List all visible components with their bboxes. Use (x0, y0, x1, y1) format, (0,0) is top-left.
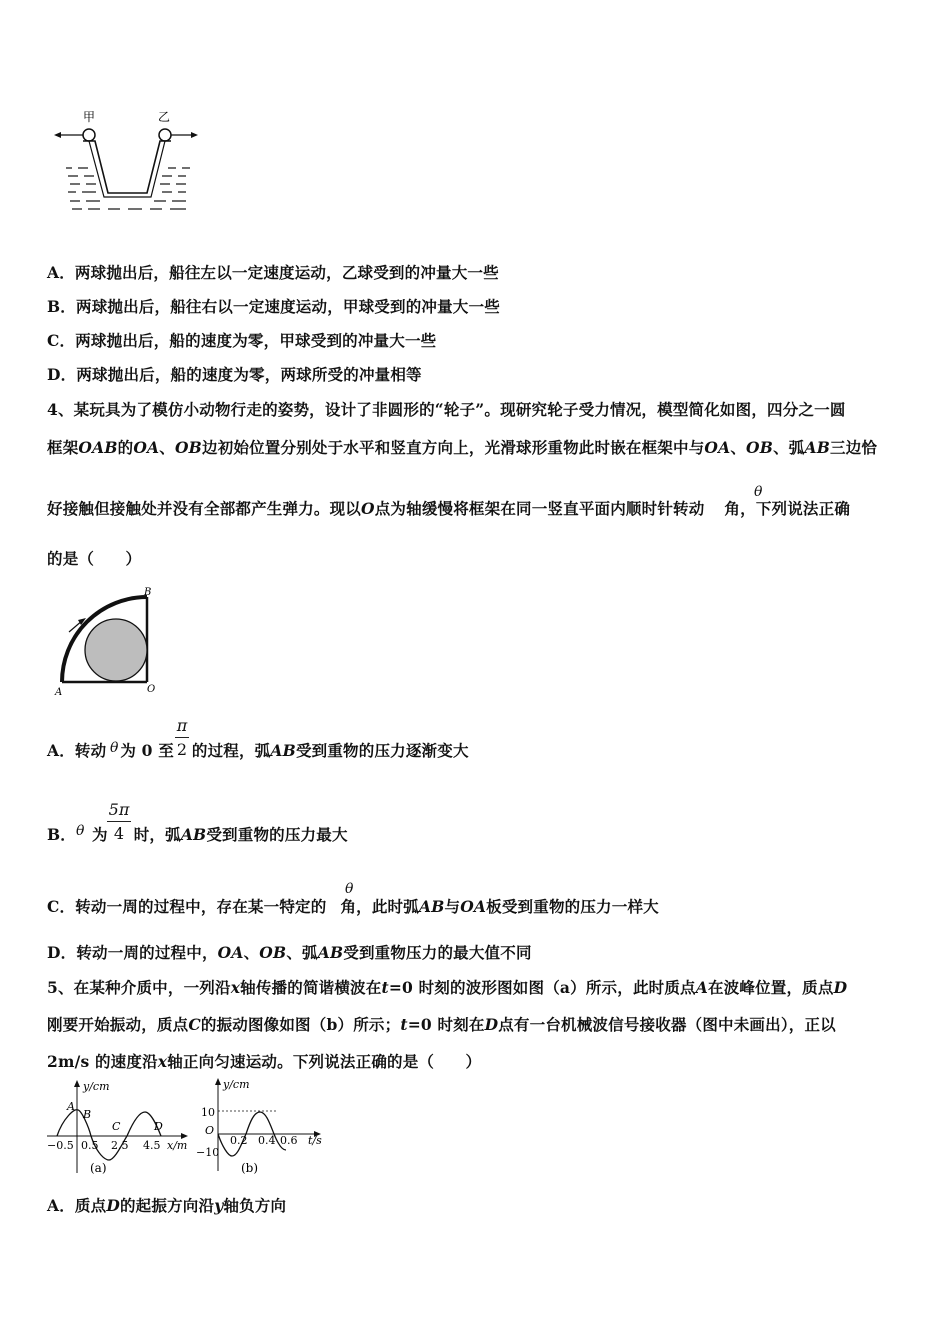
q4-c-theta: θ (345, 881, 354, 897)
ball-yi (159, 129, 171, 141)
fig-a-point-c: C (112, 1120, 121, 1133)
water-lines (66, 168, 190, 209)
label-b: B (144, 587, 152, 598)
fig-a-point-d: D (154, 1120, 163, 1133)
fig-b-origin: O (205, 1124, 215, 1137)
fig-a-y-arrow (74, 1080, 80, 1087)
q4-option-c: C．转动一周的过程中，存在某一特定的 角，此时弧AB与OA板受到重物的压力一样大 (47, 897, 659, 916)
fig-a-tick-3: 2.5 (111, 1139, 129, 1152)
q3-option-d: D．两球抛出后，船的速度为零，两球所受的冲量相等 (47, 365, 422, 384)
wave-figure-a (45, 1078, 195, 1178)
q4-a-theta: θ (110, 740, 119, 756)
arrow-right-head (191, 132, 198, 138)
fig-a-tick-2: 0.5 (81, 1139, 99, 1152)
q4-theta-symbol: θ (754, 484, 763, 500)
q4-a-fraction: π 2 (176, 716, 188, 759)
fig-a-xlabel: x/m (167, 1139, 188, 1152)
fig-a-wave (57, 1110, 161, 1160)
fig-a-caption: (a) (90, 1161, 107, 1175)
fig-a-ylabel: y/cm (83, 1080, 110, 1093)
fig-b-tick-2: 0.4 (258, 1134, 276, 1147)
q3-option-a: A．两球抛出后，船往左以一定速度运动，乙球受到的冲量大一些 (47, 263, 499, 282)
fig-b-ylabel: y/cm (223, 1078, 250, 1091)
q3-option-b: B．两球抛出后，船往右以一定速度运动，甲球受到的冲量大一些 (47, 297, 500, 316)
boat-figure (50, 105, 210, 220)
wave-figure-b (196, 1076, 331, 1176)
label-o: O (147, 684, 156, 695)
fig-b-y-arrow (215, 1078, 221, 1085)
q5-stem-line1: 5、在某种介质中，一列沿x轴传播的简谐横波在t=0 时刻的波形图如图（a）所示，此时质点A在波峰位置，质点D (47, 978, 848, 997)
label-jia: 甲 (83, 110, 96, 124)
label-yi: 乙 (158, 110, 171, 124)
q4-stem-line2: 框架OAB的OA、OB边初始位置分别处于水平和竖直方向上，光滑球形重物此时嵌在框架中与OA、OB、弧AB三边恰 (47, 438, 878, 457)
fig-b-y-top: 10 (201, 1106, 215, 1119)
label-a: A (55, 687, 63, 698)
q4-option-a: A．转动 为 0 至 的过程，弧AB受到重物的压力逐渐变大 (47, 741, 469, 760)
fig-a-tick-1: −0.5 (47, 1139, 74, 1152)
q5-stem-line3: 2m/s 的速度沿x轴正向匀速运动。下列说法正确的是（ ） (47, 1052, 482, 1071)
fig-b-caption: (b) (241, 1161, 259, 1175)
quarter-frame-figure (50, 585, 165, 700)
fig-b-tick-1: 0.2 (230, 1134, 248, 1147)
q3-option-c: C．两球抛出后，船的速度为零，甲球受到的冲量大一些 (47, 331, 437, 350)
q4-stem-line1: 4、某玩具为了模仿小动物行走的姿势，设计了非圆形的“轮子”。现研究轮子受力情况，模型简化如图，四分之一圆 (47, 400, 846, 419)
fig-b-y-bot: −10 (196, 1146, 220, 1159)
q4-stem-line4: 的是（ ） (47, 549, 142, 568)
q5-option-a: A．质点D的起振方向沿y轴负方向 (47, 1196, 287, 1215)
fig-b-xlabel: t/s (308, 1134, 322, 1147)
arrow-left-head (54, 132, 61, 138)
q4-b-theta: θ (76, 823, 85, 839)
fig-a-point-a: A (67, 1100, 75, 1113)
q4-option-d: D．转动一周的过程中，OA、OB、弧AB受到重物压力的最大值不同 (47, 943, 532, 962)
q4-stem-line3: 好接触但接触处并没有全部都产生弹力。现以O点为轴缓慢将框架在同一竖直平面内顺时针转动 角，下列说法正确 (47, 499, 851, 518)
fig-a-point-b: B (83, 1108, 92, 1121)
ball-jia (83, 129, 95, 141)
heavy-ball (85, 619, 147, 681)
q5-stem-line2: 刚要开始振动，质点C的振动图像如图（b）所示；t=0 时刻在D点有一台机械波信号接收器（图中未画出），正以 (47, 1015, 836, 1034)
fig-b-tick-3: 0.6 (280, 1134, 298, 1147)
q4-option-b: B． 为 时，弧AB受到重物的压力最大 (47, 825, 348, 844)
q4-b-fraction: 5π 4 (108, 800, 130, 843)
fig-a-tick-4: 4.5 (143, 1139, 161, 1152)
